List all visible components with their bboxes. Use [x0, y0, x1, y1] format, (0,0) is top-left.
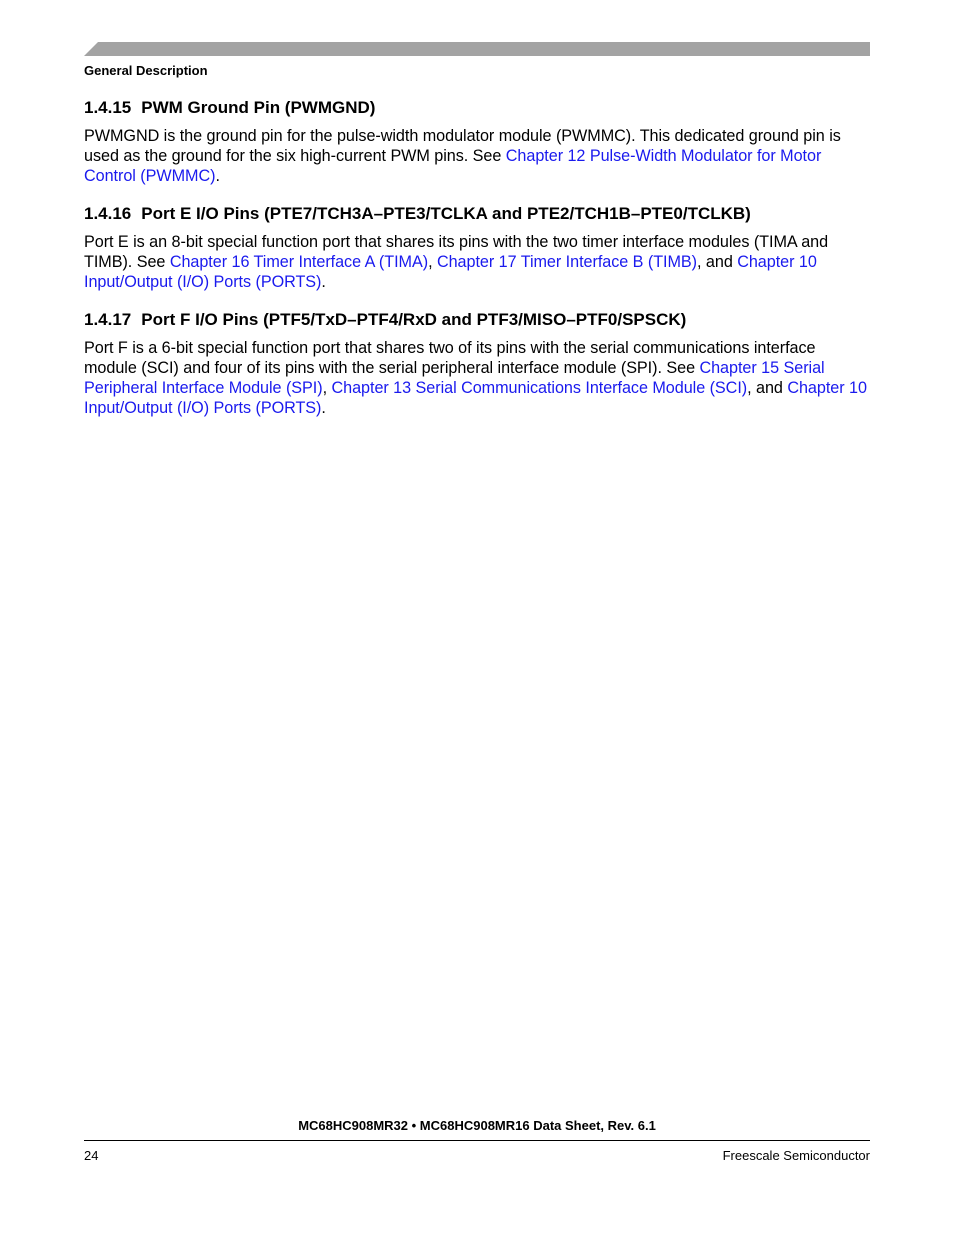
- footer-title: MC68HC908MR32 • MC68HC908MR16 Data Sheet, Rev. 6.1: [298, 1118, 656, 1133]
- paragraph-text: .: [215, 167, 220, 185]
- paragraph-text: .: [321, 273, 326, 291]
- paragraph-text: .: [321, 399, 326, 417]
- paragraph-text: ,: [322, 379, 332, 397]
- section-heading: [84, 308, 870, 332]
- chapter-17-link[interactable]: Chapter 17 Timer Interface B (TIMB): [436, 253, 698, 271]
- page-number: 24: [84, 1148, 99, 1163]
- section-1-4-17: [84, 308, 870, 418]
- paragraph-text: ,: [428, 253, 437, 271]
- header-bar-shape: [84, 42, 870, 56]
- section-number: 1.4.17: [84, 310, 132, 329]
- section-number: 1.4.16: [84, 204, 132, 223]
- chapter-15-link[interactable]: Chapter 15 Serial Peripheral Interface Module (SPI): [84, 359, 825, 397]
- paragraph-text: Port F is a 6-bit special function port that shares two of its pins with the serial communications interface module (SCI) and four of its pins with the serial peripheral interface module (SPI). See: [84, 339, 816, 377]
- footer-company: Freescale Semiconductor: [722, 1148, 870, 1163]
- section-title: Port F I/O Pins (PTF5/TxD–PTF4/RxD and PTF3/MISO–PTF0/SPSCK): [141, 310, 687, 329]
- paragraph-text: , and: [747, 379, 788, 397]
- section-1-4-16: [84, 202, 870, 292]
- running-head: General Description: [84, 63, 208, 78]
- section-title: Port E I/O Pins (PTE7/TCH3A–PTE3/TCLKA and PTE2/TCH1B–PTE0/TCLKB): [141, 204, 751, 223]
- paragraph-text: PWMGND is the ground pin for the pulse-width modulator module (PWMMC). This dedicated ground pin is used as the ground for the six high-current PWM pins. See: [84, 127, 841, 165]
- section-number: 1.4.15: [84, 98, 132, 117]
- chapter-16-link[interactable]: Chapter 16 Timer Interface A (TIMA): [169, 253, 429, 271]
- section-1-4-15: [84, 96, 870, 186]
- paragraph-text: , and: [697, 253, 738, 271]
- chapter-12-link[interactable]: Chapter 12 Pulse-Width Modulator for Motor Control (PWMMC): [84, 147, 822, 185]
- section-heading: [84, 202, 870, 226]
- paragraph: [84, 232, 870, 292]
- paragraph-text: Port E is an 8-bit special function port that shares its pins with the two timer interface modules (TIMA and TIMB). See: [84, 233, 829, 271]
- section-title: PWM Ground Pin (PWMGND): [141, 98, 376, 117]
- paragraph: [84, 338, 870, 418]
- header-bar: [84, 42, 870, 56]
- chapter-10-link[interactable]: Chapter 10 Input/Output (I/O) Ports (PORTS): [84, 379, 867, 417]
- chapter-13-link[interactable]: Chapter 13 Serial Communications Interface Module (SCI): [331, 379, 748, 397]
- footer-rule: [84, 1140, 870, 1141]
- section-heading: [84, 96, 870, 120]
- page-content: [84, 96, 870, 434]
- chapter-10-link[interactable]: Chapter 10 Input/Output (I/O) Ports (PORTS): [84, 253, 817, 291]
- paragraph: [84, 126, 870, 186]
